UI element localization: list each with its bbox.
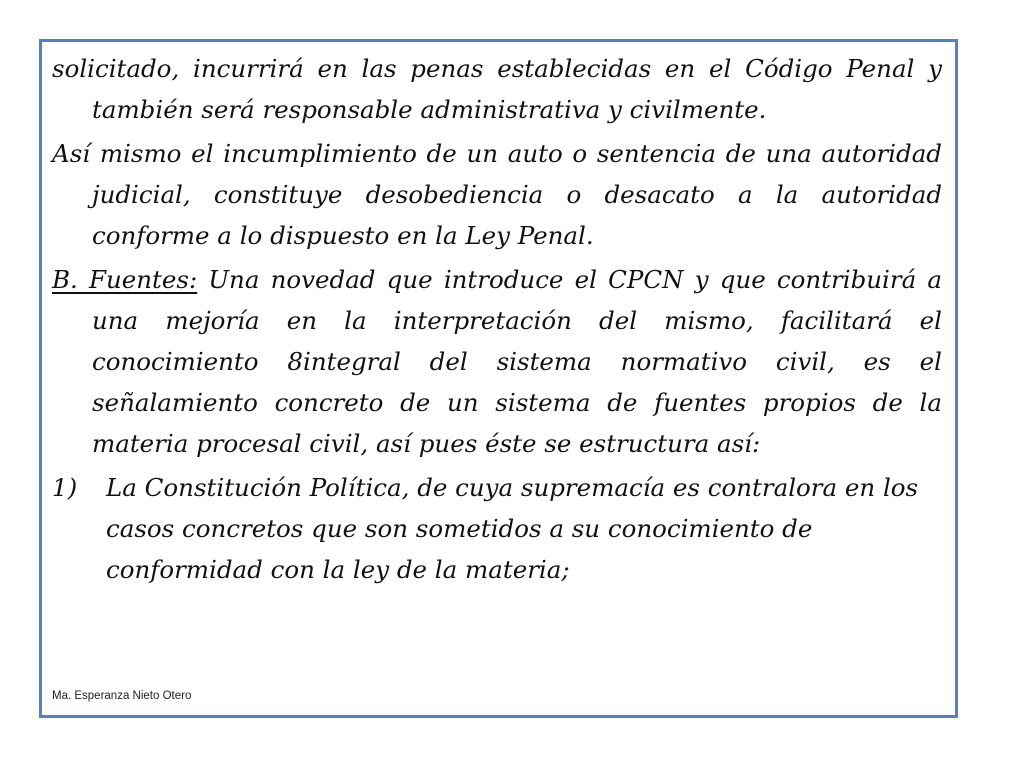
- slide-frame: [39, 39, 958, 718]
- paragraph-text: Una novedad que introduce el CPCN y que contribuirá a una mejoría en la interpretación del mismo, facilitará el conocimiento 8integral del sistema normativo civil, es el señalamiento concreto de un sistema de fuentes propios de la materia procesal civil, así pues éste se estructura así:: [92, 265, 942, 458]
- paragraph-contempt: [52, 133, 942, 256]
- list-item-text: La Constitución Política, de cuya supremacía es contralora en los casos concretos que son sometidos a su conocimiento de conformidad con la ley de la materia;: [106, 473, 919, 584]
- paragraph-sources: [52, 259, 942, 464]
- paragraph-text: solicitado, incurrirá en las penas establecidas en el Código Penal y también será responsable administrativa y civilmente.: [52, 54, 942, 124]
- paragraph-penalties: [52, 48, 942, 130]
- list-item-constitution: [52, 467, 942, 590]
- paragraph-text: Así mismo el incumplimiento de un auto o sentencia de una autoridad judicial, constituye desobediencia o desacato a la autoridad conforme a lo dispuesto en la Ley Penal.: [52, 139, 942, 250]
- list-item-number: 1): [52, 473, 78, 502]
- footer-author: Ma. Esperanza Nieto Otero: [52, 690, 192, 702]
- section-heading-sources: B. Fuentes:: [52, 265, 198, 294]
- slide-body: [52, 48, 942, 590]
